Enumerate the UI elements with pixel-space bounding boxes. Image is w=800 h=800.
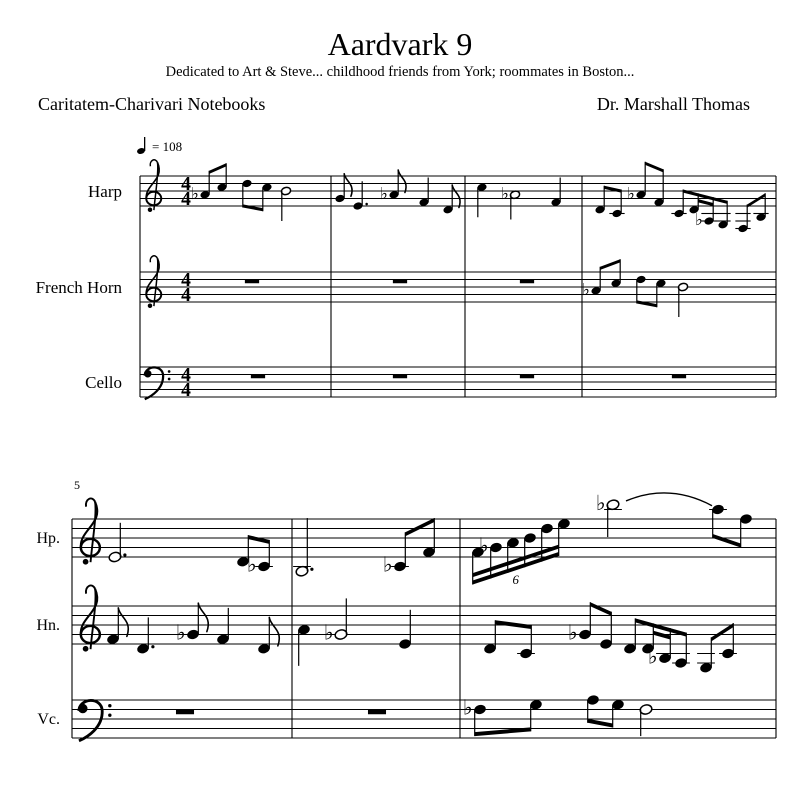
time-signature-denominator: 4 <box>181 189 191 210</box>
augmentation-dot <box>310 568 313 571</box>
augmentation-dot <box>123 553 126 556</box>
treble-clef-icon <box>146 256 161 308</box>
flat-accidental-icon: ♭ <box>567 620 578 645</box>
system <box>36 160 776 401</box>
flat-accidental-icon: ♭ <box>501 183 509 203</box>
staff <box>36 256 776 317</box>
treble-clef-icon <box>81 585 100 651</box>
time-signature-denominator: 4 <box>181 285 191 306</box>
beam <box>588 719 613 728</box>
beam <box>747 193 765 207</box>
flat-accidental-icon: ♭ <box>478 533 489 558</box>
flat-accidental-icon: ♭ <box>647 644 658 669</box>
instrument-label: Cello <box>85 373 122 392</box>
staff <box>36 585 776 673</box>
credit-left: Caritatem-Charivari Notebooks <box>38 94 266 114</box>
time-signature-numerator: 4 <box>181 270 191 291</box>
whole-rest <box>368 710 386 715</box>
tempo-text: = 108 <box>152 139 183 154</box>
flat-accidental-icon: ♭ <box>627 183 635 203</box>
instrument-label: Hp. <box>36 530 60 547</box>
eighth-flag <box>398 170 406 193</box>
augmentation-dot <box>365 203 368 206</box>
beam <box>604 186 621 193</box>
eighth-flag <box>198 603 208 632</box>
instrument-label: Vc. <box>37 711 60 728</box>
beam <box>243 204 263 211</box>
flat-accidental-icon: ♭ <box>380 183 388 203</box>
beam <box>711 623 733 641</box>
whole-rest <box>520 375 534 379</box>
staff <box>88 160 776 233</box>
flat-accidental-icon: ♭ <box>462 695 473 720</box>
flat-accidental-icon: ♭ <box>695 210 703 230</box>
beam <box>590 602 611 615</box>
whole-rest <box>176 710 194 715</box>
flat-accidental-icon: ♭ <box>246 552 257 577</box>
time-signature-numerator: 4 <box>181 174 191 195</box>
time-signature-numerator: 4 <box>181 365 191 386</box>
beam <box>713 534 741 547</box>
whole-rest <box>393 280 407 284</box>
tie <box>626 493 712 506</box>
whole-rest <box>393 375 407 379</box>
beam <box>495 620 531 629</box>
flat-accidental-icon: ♭ <box>323 620 334 645</box>
staff <box>37 694 776 741</box>
beam <box>209 163 226 174</box>
page-title: Aardvark 9 <box>327 26 473 62</box>
eighth-flag <box>452 185 460 208</box>
bass-clef-icon <box>78 700 112 740</box>
eighth-flag <box>269 617 279 646</box>
beam <box>637 300 657 307</box>
instrument-label: Harp <box>88 182 122 201</box>
treble-clef-icon <box>146 160 161 212</box>
composer-credit: Dr. Marshall Thomas <box>596 94 750 114</box>
whole-rest <box>251 375 265 379</box>
instrument-label: Hn. <box>36 617 60 634</box>
whole-rest <box>245 280 259 284</box>
staff <box>36 491 776 587</box>
beam <box>405 518 434 536</box>
dedication-text: Dedicated to Art & Steve... childhood friends from York; roommates in Boston... <box>165 64 635 80</box>
beam <box>698 199 713 206</box>
bass-clef-icon <box>144 367 170 399</box>
system <box>36 478 776 741</box>
flat-accidental-icon: ♭ <box>382 552 393 577</box>
beam <box>248 535 269 544</box>
tuplet-number: 6 <box>512 572 519 587</box>
beam <box>600 259 620 270</box>
flat-accidental-icon: ♭ <box>582 279 590 299</box>
time-signature-denominator: 4 <box>181 380 191 401</box>
eighth-flag <box>344 174 352 197</box>
flat-accidental-icon: ♭ <box>191 183 199 203</box>
beam <box>653 631 670 640</box>
staff <box>85 365 776 401</box>
flat-accidental-icon: ♭ <box>595 490 606 515</box>
treble-clef-icon <box>81 498 100 564</box>
flat-accidental-icon: ♭ <box>175 620 186 645</box>
beam <box>645 162 663 173</box>
instrument-label: French Horn <box>35 278 122 297</box>
whole-rest <box>672 375 686 379</box>
eighth-flag <box>118 608 128 637</box>
whole-rest <box>520 280 534 284</box>
measure-number: 5 <box>74 478 80 492</box>
augmentation-dot <box>151 645 154 648</box>
